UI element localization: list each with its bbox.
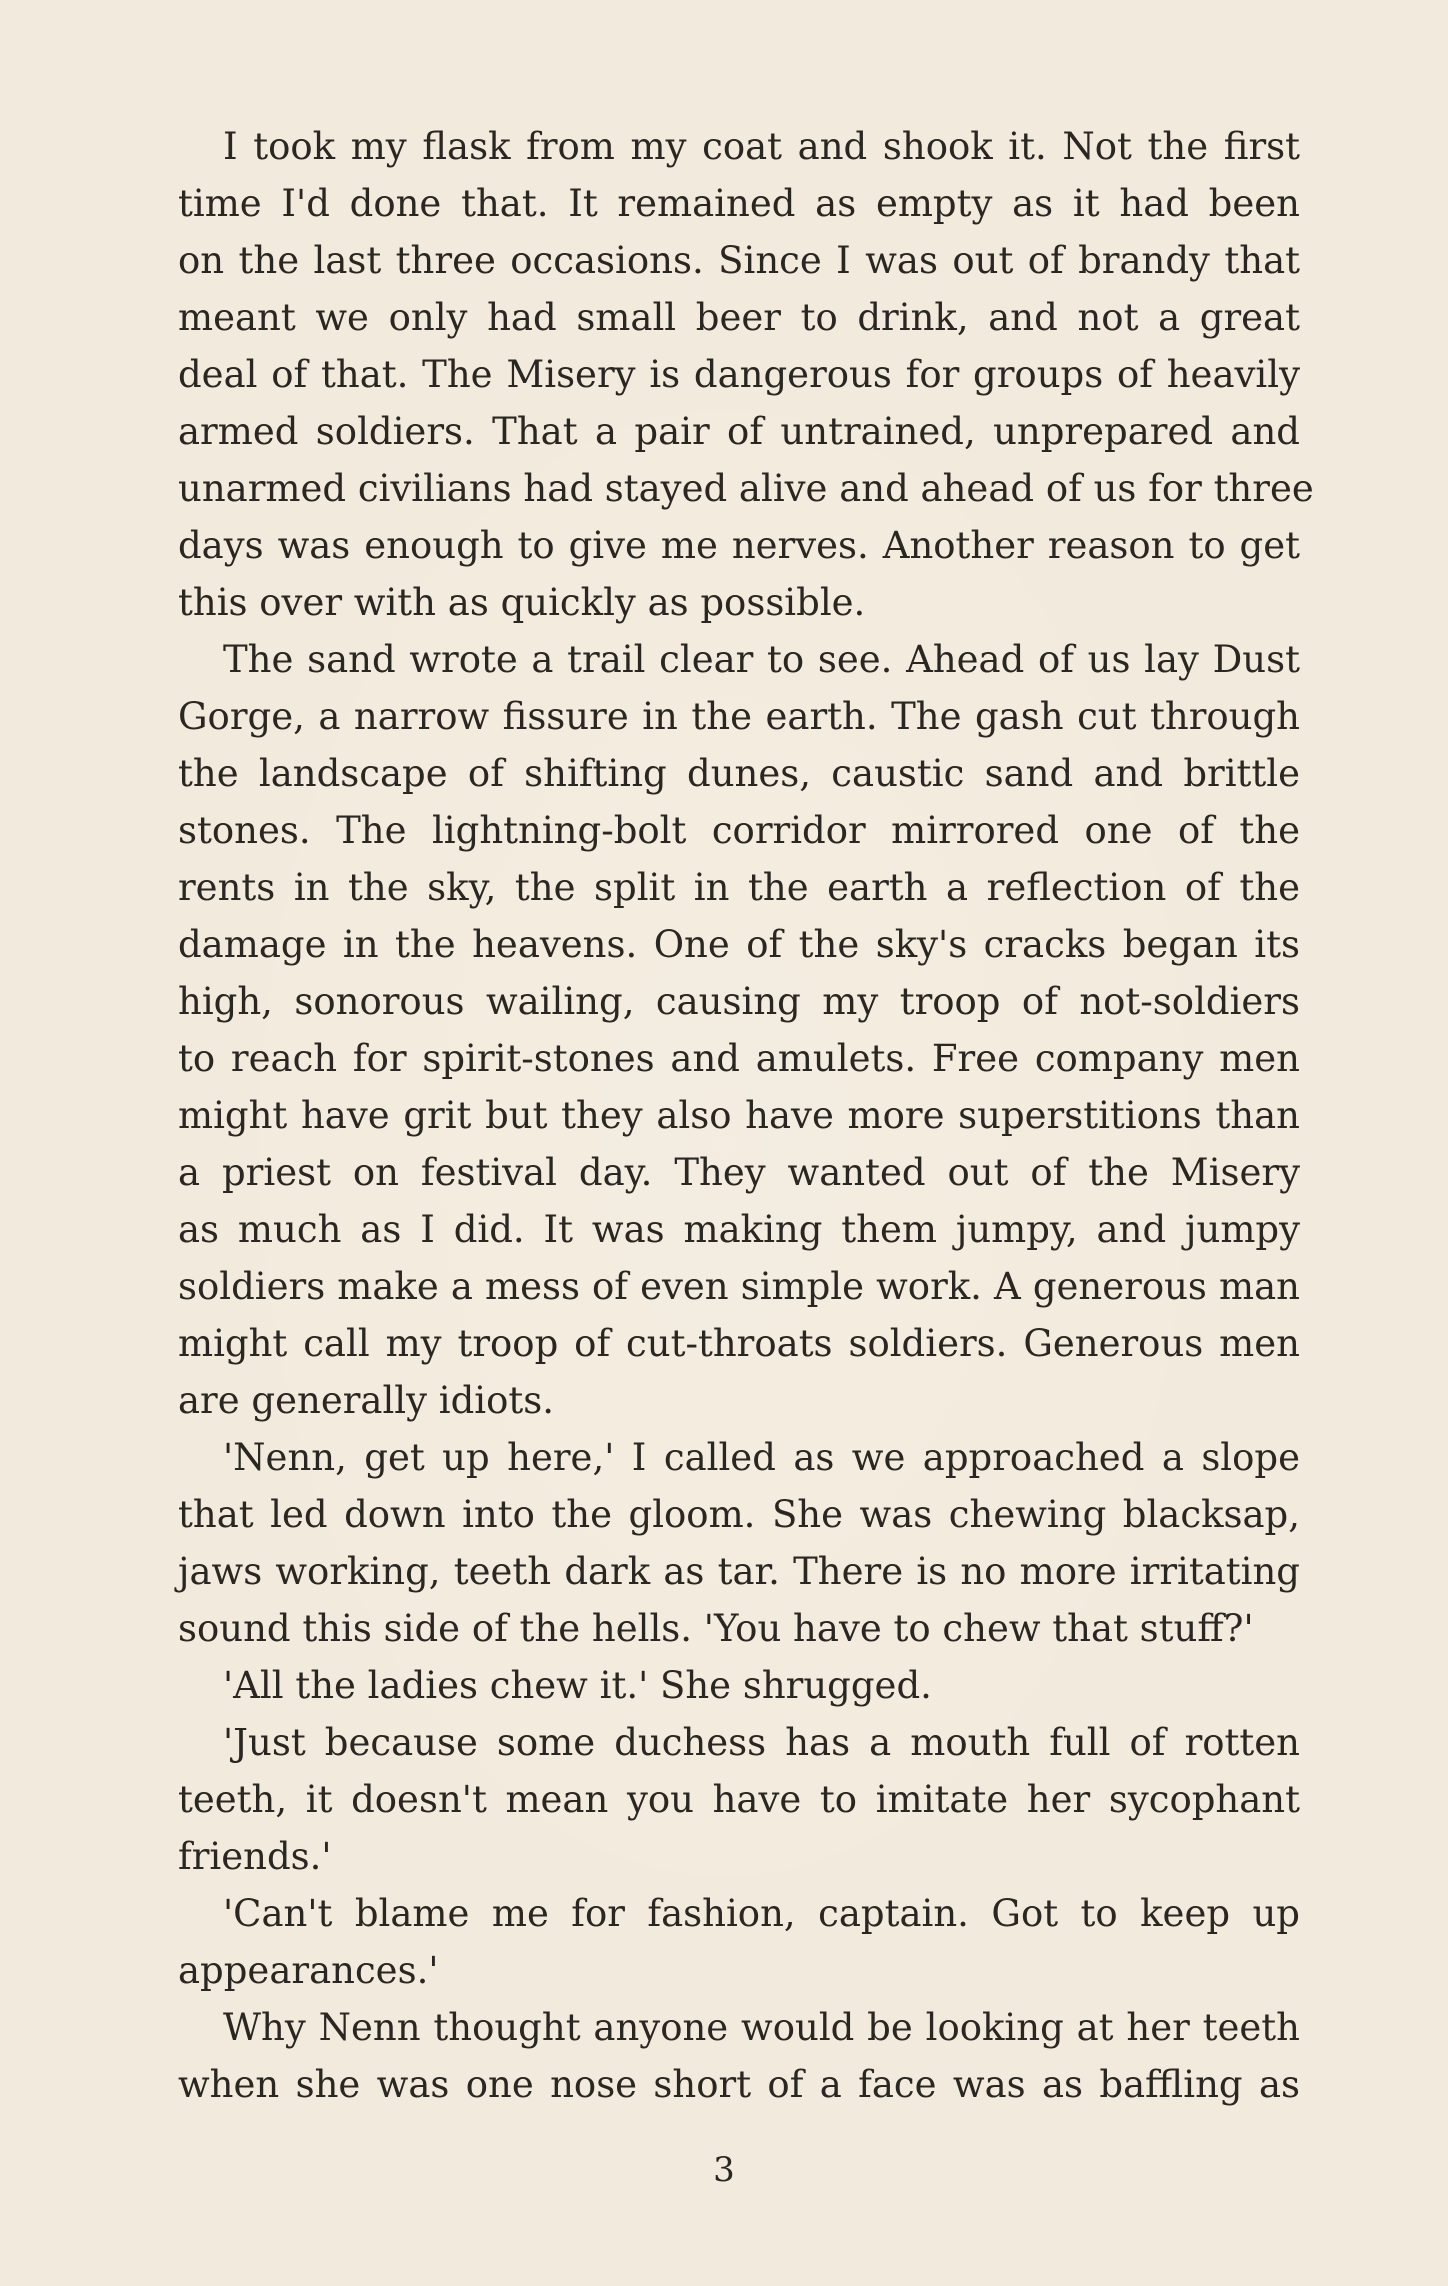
text-line: armed soldiers. That a pair of untrained, unprepared and [178, 410, 1300, 453]
text-line: when she was one nose short of a face was as baffling as [178, 2063, 1300, 2106]
text-line: a priest on festival day. They wanted out of the Misery [178, 1151, 1300, 1194]
text-line: soldiers make a mess of even simple work. A generous man [178, 1265, 1300, 1308]
page-number: 3 [713, 2150, 735, 2190]
text-line: friends.' [178, 1835, 332, 1878]
text-line: The sand wrote a trail clear to see. Ahead of us lay Dust [223, 638, 1300, 681]
body-text [178, 118, 1314, 2113]
text-line: unarmed civilians had stayed alive and ahead of us for three [178, 467, 1314, 510]
text-line: sound this side of the hells. 'You have to chew that stuff?' [178, 1607, 1254, 1650]
text-line: Why Nenn thought anyone would be looking at her teeth [223, 2006, 1300, 2049]
text-line: on the last three occasions. Since I was out of brandy that [178, 239, 1300, 282]
text-line: days was enough to give me nerves. Another reason to get [178, 524, 1300, 567]
text-line: deal of that. The Misery is dangerous for groups of heavily [178, 353, 1300, 396]
text-line: 'Nenn, get up here,' I called as we approached a slope [223, 1436, 1300, 1479]
text-line: 'All the ladies chew it.' She shrugged. [223, 1664, 932, 1707]
text-line: as much as I did. It was making them jumpy, and jumpy [178, 1208, 1300, 1251]
text-line: Gorge, a narrow fissure in the earth. The gash cut through [178, 695, 1300, 738]
text-line: might call my troop of cut-throats soldiers. Generous men [178, 1322, 1300, 1365]
text-line: time I'd done that. It remained as empty as it had been [178, 182, 1300, 225]
text-line: high, sonorous wailing, causing my troop of not-soldiers [178, 980, 1300, 1023]
text-line: the landscape of shifting dunes, caustic sand and brittle [178, 752, 1300, 795]
text-line: 'Just because some duchess has a mouth full of rotten [223, 1721, 1300, 1764]
text-line: stones. The lightning-bolt corridor mirrored one of the [178, 809, 1300, 852]
text-line: that led down into the gloom. She was chewing blacksap, [178, 1493, 1300, 1536]
text-line: to reach for spirit-stones and amulets. Free company men [178, 1037, 1300, 1080]
text-line: 'Can't blame me for fashion, captain. Got to keep up [223, 1892, 1300, 1935]
text-line: meant we only had small beer to drink, and not a great [178, 296, 1300, 339]
text-line: are generally idiots. [178, 1379, 555, 1422]
text-line: teeth, it doesn't mean you have to imitate her sycophant [178, 1778, 1300, 1821]
text-line: appearances.' [178, 1949, 439, 1992]
text-line: jaws working, teeth dark as tar. There is no more irritating [178, 1550, 1300, 1593]
text-line: this over with as quickly as possible. [178, 581, 866, 624]
text-line: I took my flask from my coat and shook it. Not the first [223, 125, 1300, 168]
text-line: damage in the heavens. One of the sky's cracks began its [178, 923, 1300, 966]
text-line: might have grit but they also have more superstitions than [178, 1094, 1300, 1137]
text-line: rents in the sky, the split in the earth a reflection of the [178, 866, 1300, 909]
